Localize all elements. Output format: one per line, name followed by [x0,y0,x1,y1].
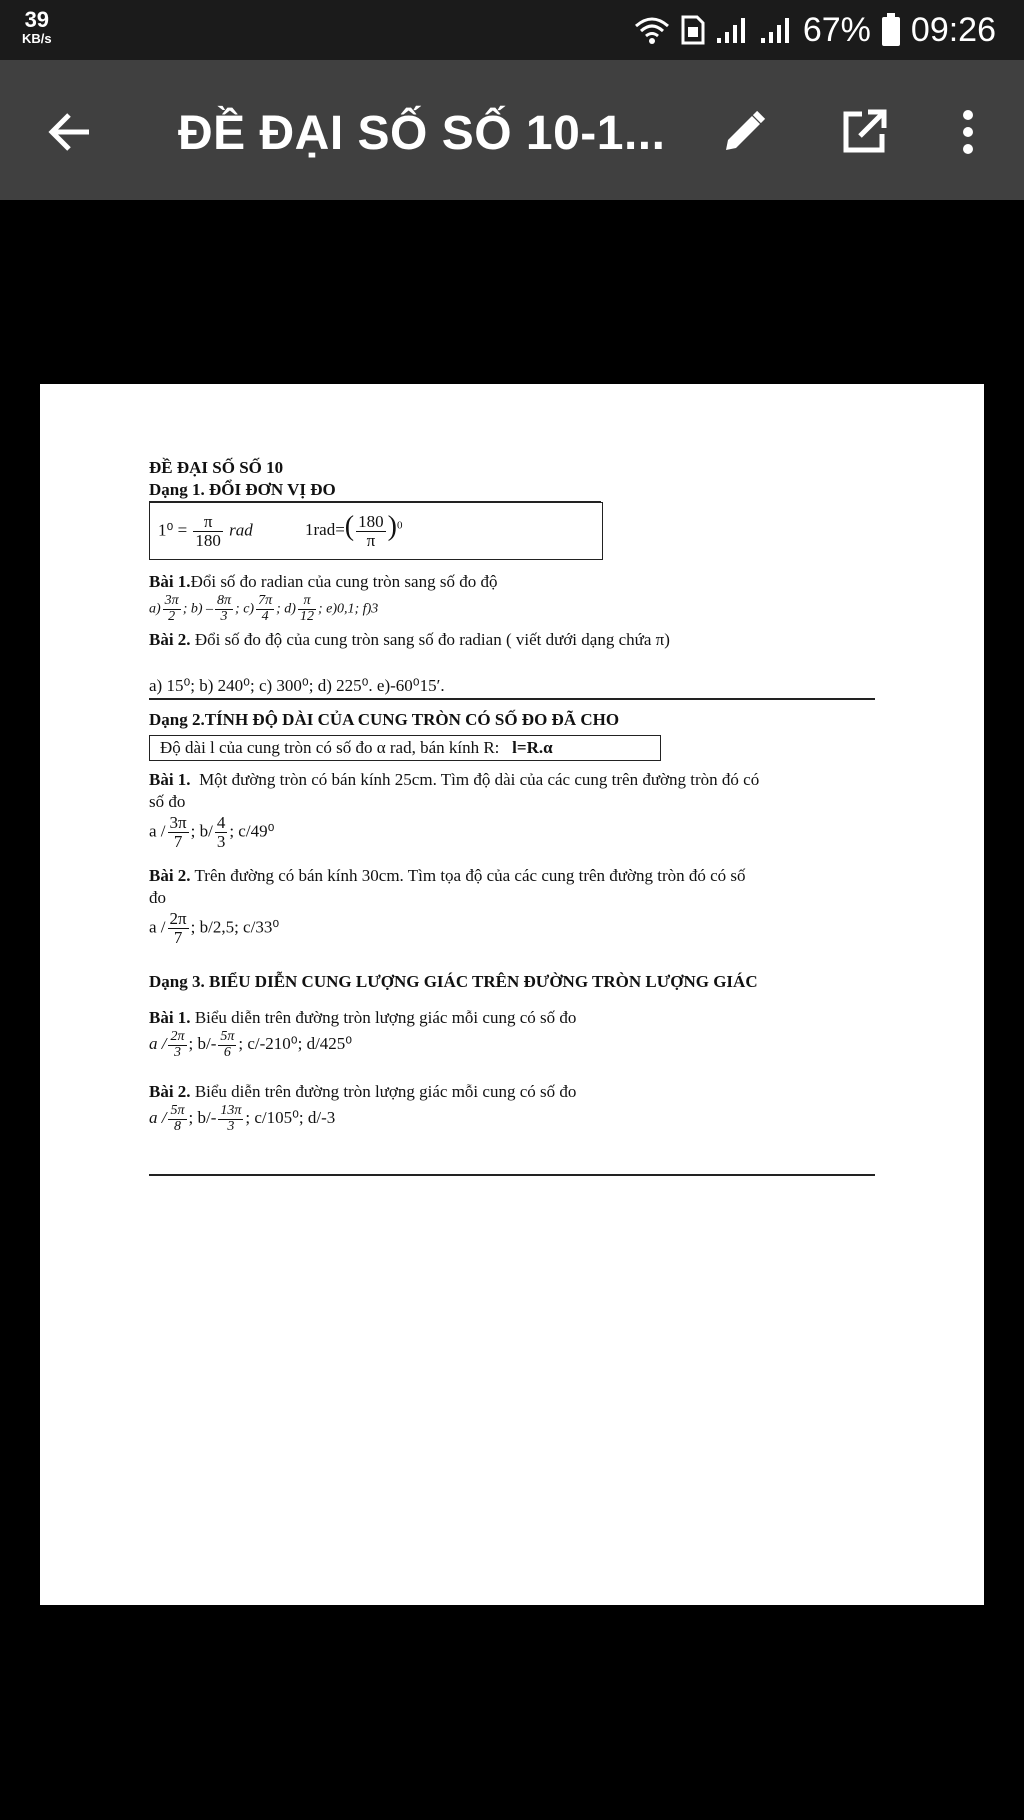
back-button[interactable] [38,100,102,164]
app-toolbar [0,60,1024,200]
section-divider [149,698,875,700]
section-1-heading: Dạng 1. ĐỔI ĐƠN VỊ ĐO [149,480,336,499]
s2-bai1-items: a / $\frac{3\pi}{7}$ ; b/ $\frac{4}{3}$ ; c/49⁰ [149,813,275,851]
back-arrow-icon [47,109,93,155]
arc-length-formula-box: Độ dài l của cung tròn có số đo α rad, bán kính R: l=R.α [149,735,661,761]
s2-bai1-line2: số đo [149,792,186,811]
open-external-button[interactable] [832,100,896,164]
s3-bai1: Bài 1. Biểu diễn trên đường tròn lượng giác mỗi cung có số đo [149,1008,577,1027]
signal-2-icon [759,16,793,44]
section-3-heading: Dạng 3. BIỂU DIỄN CUNG LƯỢNG GIÁC TRÊN ĐƯỜNG TRÒN LƯỢNG GIÁC [149,972,758,991]
section-end-rule [149,1174,875,1176]
s2-bai2-items: a / $\frac{2\pi}{7}$ ; b/2,5; c/33⁰ [149,909,280,947]
frac-num: 180 [358,511,384,531]
frac-num: π [193,513,223,532]
s3-bai1-items: a / $\frac{2\pi}{3}$ ; b/- $\frac{5\pi}{6}$ ; c/-210⁰; d/425⁰ [149,1029,353,1060]
frac-den: π [366,530,376,550]
network-speed-unit: KB/s [22,31,52,46]
section-2-heading: Dạng 2.TÍNH ĐỘ DÀI CỦA CUNG TRÒN CÓ SỐ ĐO ĐÃ CHO [149,710,620,729]
s3-bai2-items: a / $\frac{5\pi}{8}$ ; b/- $\frac{13\pi}{3}$ ; c/105⁰; d/-3 [149,1103,336,1134]
wifi-icon [633,15,671,45]
s1-bai1-items: a) $\frac{3\pi}{2}$ ; b) – $\frac{8\pi}{3}$ ; c) $\frac{7\pi}{4}$ ; d) $\frac{\pi}{12}$ ; e)0,1; f)3 [149,593,379,624]
conversion-formula-box [149,502,603,560]
s2-bai2: Bài 2. Trên đường có bán kính 30cm. Tìm tọa độ của các cung trên đường tròn đó có số [149,866,746,885]
doc-title: ĐỀ ĐẠI SỐ SỐ 10 [149,458,284,477]
formula-degree: 1⁰ = $\frac{\pi}{180}$ rad [158,512,253,550]
battery-icon [881,13,901,47]
s2-bai2-line2: đo [149,888,166,907]
signal-icon [715,16,749,44]
document-title: ĐỀ ĐẠI SỐ SỐ 10-1... [178,107,666,160]
network-speed-value: 39 [24,7,50,32]
clock: 09:26 [910,10,996,49]
more-options-button[interactable] [940,100,996,164]
edit-button[interactable] [712,100,776,164]
s1-bai2: Bài 2. Đổi số đo độ của cung tròn sang số đo radian ( viết dưới dạng chứa π) [149,630,670,649]
network-speed [22,9,52,45]
pencil-icon [720,108,768,156]
s2-bai1: Bài 1. Một đường tròn có bán kính 25cm. Tìm độ dài của các cung trên đường tròn đó có [149,770,760,789]
document-page [40,384,984,1605]
open-in-new-icon [840,108,888,156]
formula-radian: 1rad=( $\frac{180}{\pi}$ )$^0$ [305,511,403,550]
status-bar [0,0,1024,60]
s1-bai2-items: a) 15⁰; b) 240⁰; c) 300⁰; d) 225⁰. e)-60⁰15′. [149,676,445,695]
battery-percent: 67% [802,10,871,49]
s1-bai1: Bài 1.Đổi số đo radian của cung tròn sang số đo độ [149,572,498,591]
status-icons [633,0,996,60]
more-vert-icon [961,108,975,156]
s3-bai2: Bài 2. Biểu diễn trên đường tròn lượng giác mỗi cung có số đo [149,1082,577,1101]
frac-den: 180 [195,530,221,550]
sim-icon [681,15,705,45]
